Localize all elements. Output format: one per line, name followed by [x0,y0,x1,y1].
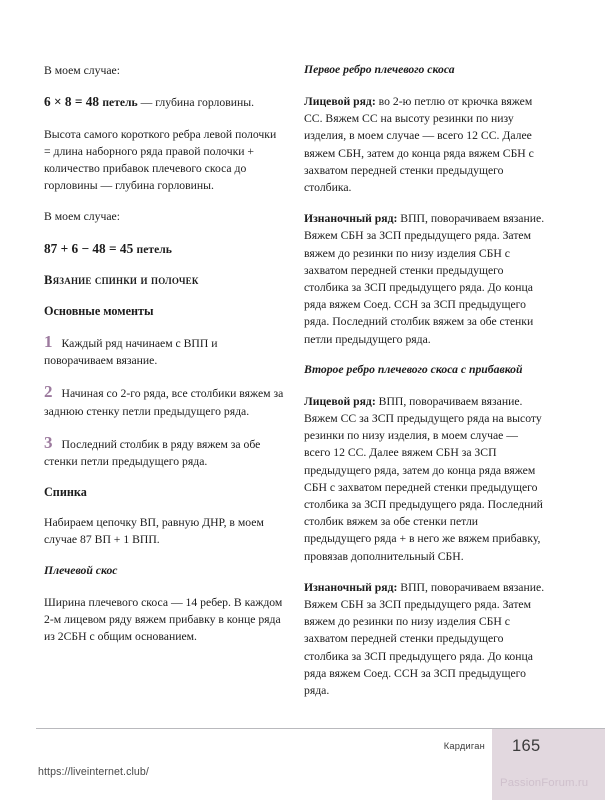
left-column [44,62,285,645]
list-number: 2 [44,382,53,402]
row-label: Лицевой ряд: [304,95,376,108]
subheading-back: Спинка [44,485,87,500]
list-number: 3 [44,432,53,452]
row-label: Изнаночный ряд: [304,212,398,226]
list-item-text: Каждый ряд начинаем с ВПП и поворачиваем вязание. [44,337,218,368]
formula-1-unit: петель [102,96,138,110]
row-instruction-front-2 [304,393,545,565]
subheading-key-points: Основные моменты [44,304,154,319]
page-number-block [492,729,605,800]
row-label: Лицевой ряд: [304,394,376,408]
forum-watermark: PassionForum.ru [500,777,589,789]
row-instruction-back-2 [304,579,545,699]
row-text: ВПП, поворачиваем вязание. Вяжем СБН за ЗСП предыдущего ряда. Затем вяжем до резинки по низу изделия СБН с захватом передней стенки предыдущего столбика за ЗСП предыдущего ряда. До конца ряда вяжем Соед. ССН за ЗСП предыдущего ряда. [304,580,545,698]
row-text: во 2-ю петлю от крючка вяжем СС. Вяжем СС на высоту резинки по низу изделия, в моем случае — всего 12 СС. Далее вяжем СБН, затем до конца ряда вяжем СБН с захватом передней стенки предыдущего столбика. [304,95,534,195]
heading-first-rib: Первое ребро плечевого скоса [304,63,455,76]
list-item-text: Начиная со 2-го ряда, все столбики вяжем за заднюю стенку петли предыдущего ряда. [44,387,284,418]
page-columns [44,62,561,712]
intro-label-2: В моем случае: [44,210,120,224]
list-item-text: Последний столбик в ряду вяжем за обе стенки петли предыдущего ряда. [44,437,261,469]
intro-label-1: В моем случае: [44,64,120,77]
subheading-shoulder-slope: Плечевой скос [44,563,118,577]
formula-2-unit: петель [136,242,172,256]
shoulder-paragraph: Ширина плечевого скоса — 14 ребер. В каждом 2-м лицевом ряду вяжем прибавку в конце ряда из 2СБН с общим основанием. [44,595,283,644]
row-instruction-back-1 [304,210,545,348]
right-column [304,62,545,699]
left-paragraph-1: Высота самого короткого ребра левой полочки = длина наборного ряда правой полочки + количество прибавок плечевого скоса до горловины — глубина горловины. [44,127,277,193]
formula-1-rest: — глубина горловины. [137,96,255,110]
numbered-list-item [44,383,285,419]
formula-2-expression: 87 + 6 − 48 = 45 [44,240,134,256]
row-label: Изнаночный ряд: [304,580,398,594]
formula-2 [44,240,285,258]
page-number: 165 [512,737,541,755]
row-text: ВПП, поворачиваем вязание. Вяжем СС за ЗСП предыдущего ряда на высоту резинки по низу изделия, в моем случае — всего 12 СС. Далее вяжем СБН за ЗСП предыдущего ряда, затем до конца ряда вяжем СБН с захватом передней стенки предыдущего столбика за ЗСП предыдущего ряда. Последний столбик вяжем за обе стенки петли предыдущего ряда + в него же вяжем прибавку, провязав дополнительный СБН. [304,394,543,563]
list-number: 1 [44,332,53,352]
row-instruction-front-1 [304,93,545,196]
formula-1-expression: 6 × 8 = 48 [44,94,100,110]
formula-1 [44,93,285,111]
numbered-list-item [44,434,285,470]
chapter-name: Кардиган [443,741,485,751]
heading-second-rib: Второе ребро плечевого скоса с прибавкой [304,362,523,376]
numbered-list-item [44,333,285,369]
back-paragraph: Набираем цепочку ВП, равную ДНР, в моем случае 87 ВП + 1 ВПП. [44,516,264,547]
row-text: ВПП, поворачиваем вязание. Вяжем СБН за ЗСП предыдущего ряда. Затем вяжем до резинки по низу изделия СБН с захватом передней стенки предыдущего столбика за ЗСП предыдущего ряда. До конца ряда вяжем Соед. ССН за ЗСП предыдущего ряда. Последний столбик вяжем за обе стенки петли предыдущего ряда. [304,212,545,346]
section-heading-knitting: Вязание спинки и полочек [44,273,199,288]
site-watermark: https://liveinternet.club/ [38,766,149,778]
